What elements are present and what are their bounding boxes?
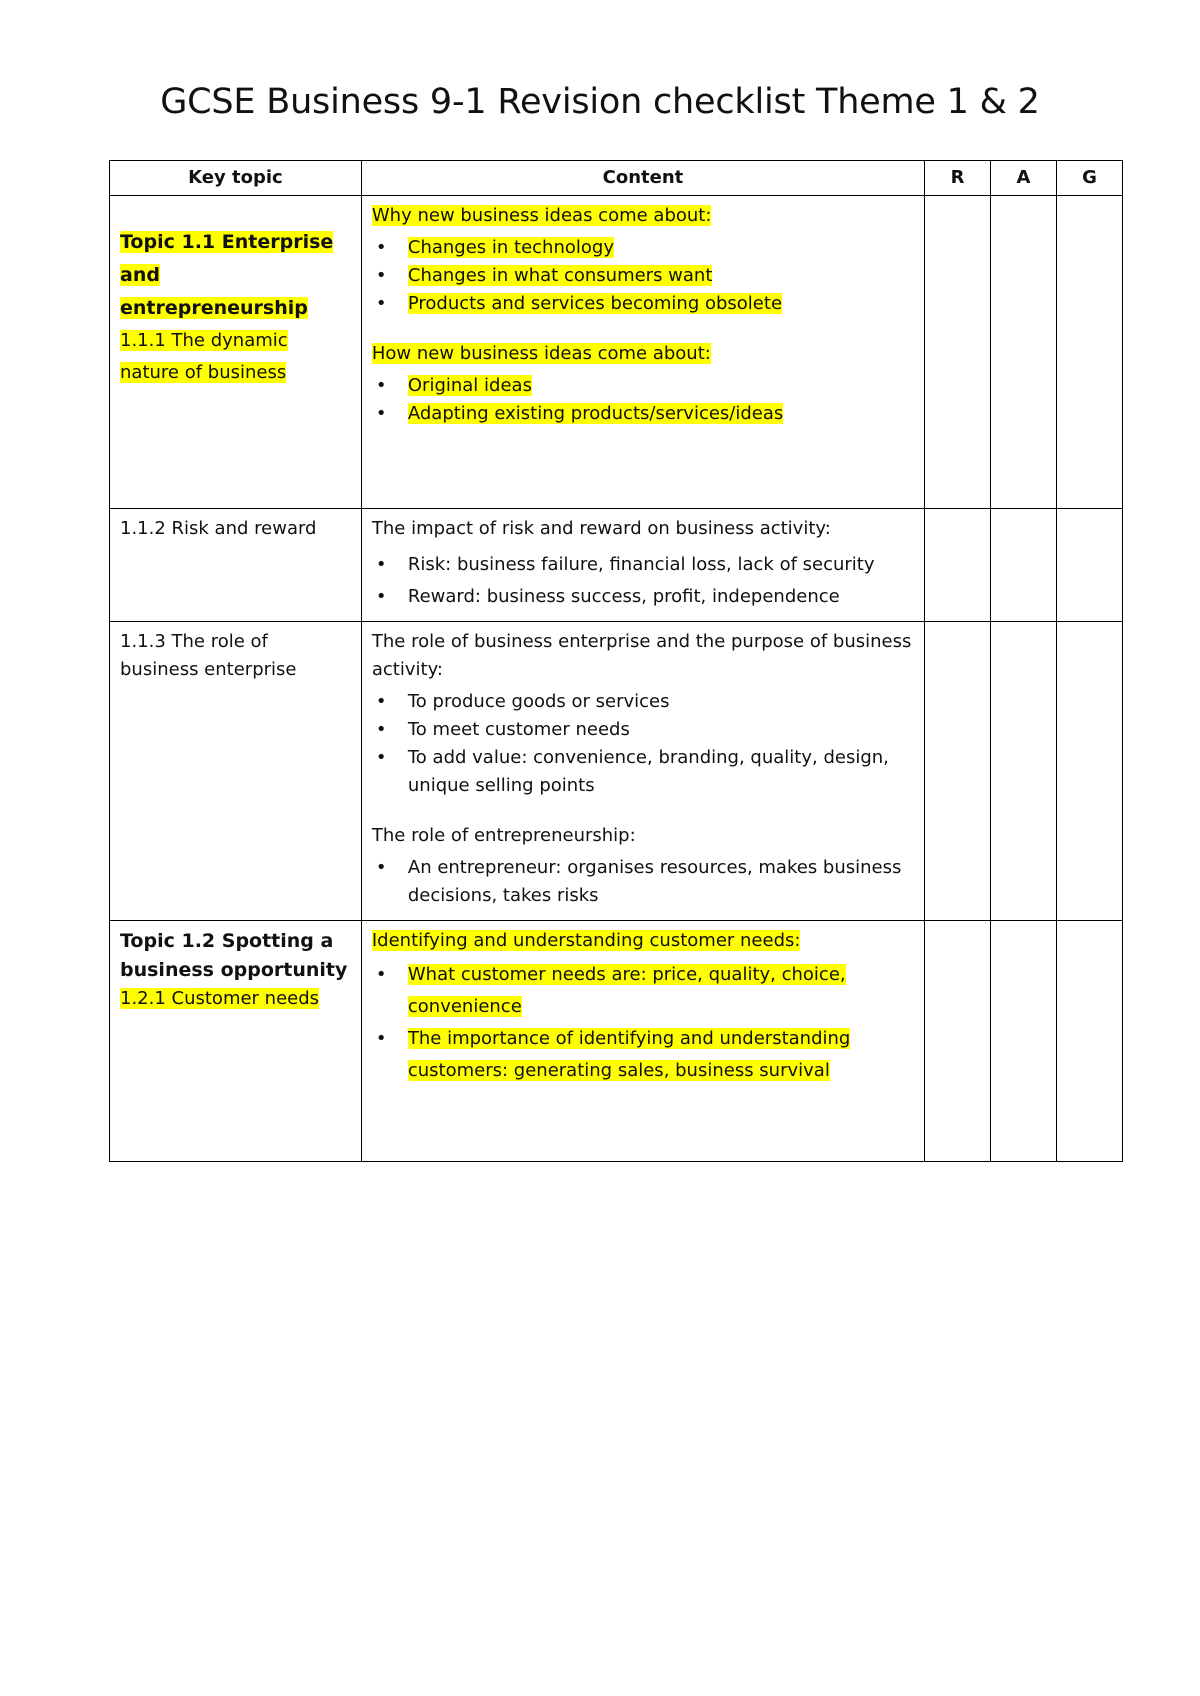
list-item: • Changes in what consumers want	[372, 262, 914, 290]
g-checkbox-cell[interactable]	[1056, 509, 1122, 622]
a-checkbox-cell[interactable]	[991, 622, 1057, 921]
r-checkbox-cell[interactable]	[925, 622, 991, 921]
a-checkbox-cell[interactable]	[991, 509, 1057, 622]
list-item: • What customer needs are: price, quality, choice, convenience	[372, 959, 914, 1023]
content-cell	[361, 196, 924, 509]
g-checkbox-cell[interactable]	[1056, 622, 1122, 921]
header-r: R	[925, 161, 991, 196]
table-row	[110, 622, 1123, 921]
revision-checklist-table	[109, 160, 1123, 1162]
content-heading: Why new business ideas come about:	[371, 205, 712, 226]
a-checkbox-cell[interactable]	[991, 196, 1057, 509]
subtopic-label: 1.2.1 Customer needs	[120, 988, 320, 1009]
table-header-row	[110, 161, 1123, 196]
content-heading: How new business ideas come about:	[371, 343, 711, 364]
content-cell	[361, 622, 924, 921]
r-checkbox-cell[interactable]	[925, 196, 991, 509]
content-list	[372, 959, 914, 1087]
subtopic-label: 1.1.2 Risk and reward	[120, 518, 317, 539]
content-list	[372, 234, 914, 318]
r-checkbox-cell[interactable]	[925, 921, 991, 1162]
content-heading: The role of entrepreneurship:	[371, 825, 636, 846]
content-cell	[361, 509, 924, 622]
content-list	[372, 854, 914, 910]
topic-heading: Topic 1.2 Spotting a business opportunity	[120, 930, 348, 981]
table-row	[110, 509, 1123, 622]
list-item: • An entrepreneur: organises resources, makes business decisions, takes risks	[372, 854, 914, 910]
g-checkbox-cell[interactable]	[1056, 921, 1122, 1162]
header-key-topic: Key topic	[110, 161, 362, 196]
list-item: • To add value: convenience, branding, quality, design, unique selling points	[372, 744, 914, 800]
list-item: • The importance of identifying and understanding customers: generating sales, business survival	[372, 1023, 914, 1087]
topic-cell	[110, 622, 362, 921]
g-checkbox-cell[interactable]	[1056, 196, 1122, 509]
list-item: • Risk: business failure, financial loss, lack of security	[372, 549, 914, 581]
topic-cell	[110, 509, 362, 622]
topic-heading: Topic 1.1 Enterprise and entrepreneurship	[120, 231, 334, 319]
list-item: • Adapting existing products/services/ideas	[372, 400, 914, 428]
list-item: • Original ideas	[372, 372, 914, 400]
content-heading: The role of business enterprise and the purpose of business activity:	[371, 631, 912, 680]
list-item: • Reward: business success, profit, independence	[372, 581, 914, 613]
list-item: • Products and services becoming obsolete	[372, 290, 914, 318]
list-item: • Changes in technology	[372, 234, 914, 262]
header-content: Content	[361, 161, 924, 196]
subtopic-label: 1.1.3 The role of business enterprise	[120, 631, 297, 680]
topic-cell	[110, 196, 362, 509]
topic-cell	[110, 921, 362, 1162]
table-row	[110, 196, 1123, 509]
a-checkbox-cell[interactable]	[991, 921, 1057, 1162]
content-heading: The impact of risk and reward on business activity:	[371, 518, 831, 539]
table-row	[110, 921, 1123, 1162]
content-heading: Identifying and understanding customer needs:	[371, 930, 801, 951]
header-a: A	[991, 161, 1057, 196]
list-item: • To produce goods or services	[372, 688, 914, 716]
header-g: G	[1056, 161, 1122, 196]
content-list	[372, 372, 914, 428]
list-item: • To meet customer needs	[372, 716, 914, 744]
r-checkbox-cell[interactable]	[925, 509, 991, 622]
content-list	[372, 688, 914, 800]
content-cell	[361, 921, 924, 1162]
content-list	[372, 549, 914, 613]
subtopic-label: 1.1.1 The dynamic nature of business	[120, 330, 288, 383]
page-title: GCSE Business 9-1 Revision checklist Theme 1 & 2	[160, 82, 1040, 122]
